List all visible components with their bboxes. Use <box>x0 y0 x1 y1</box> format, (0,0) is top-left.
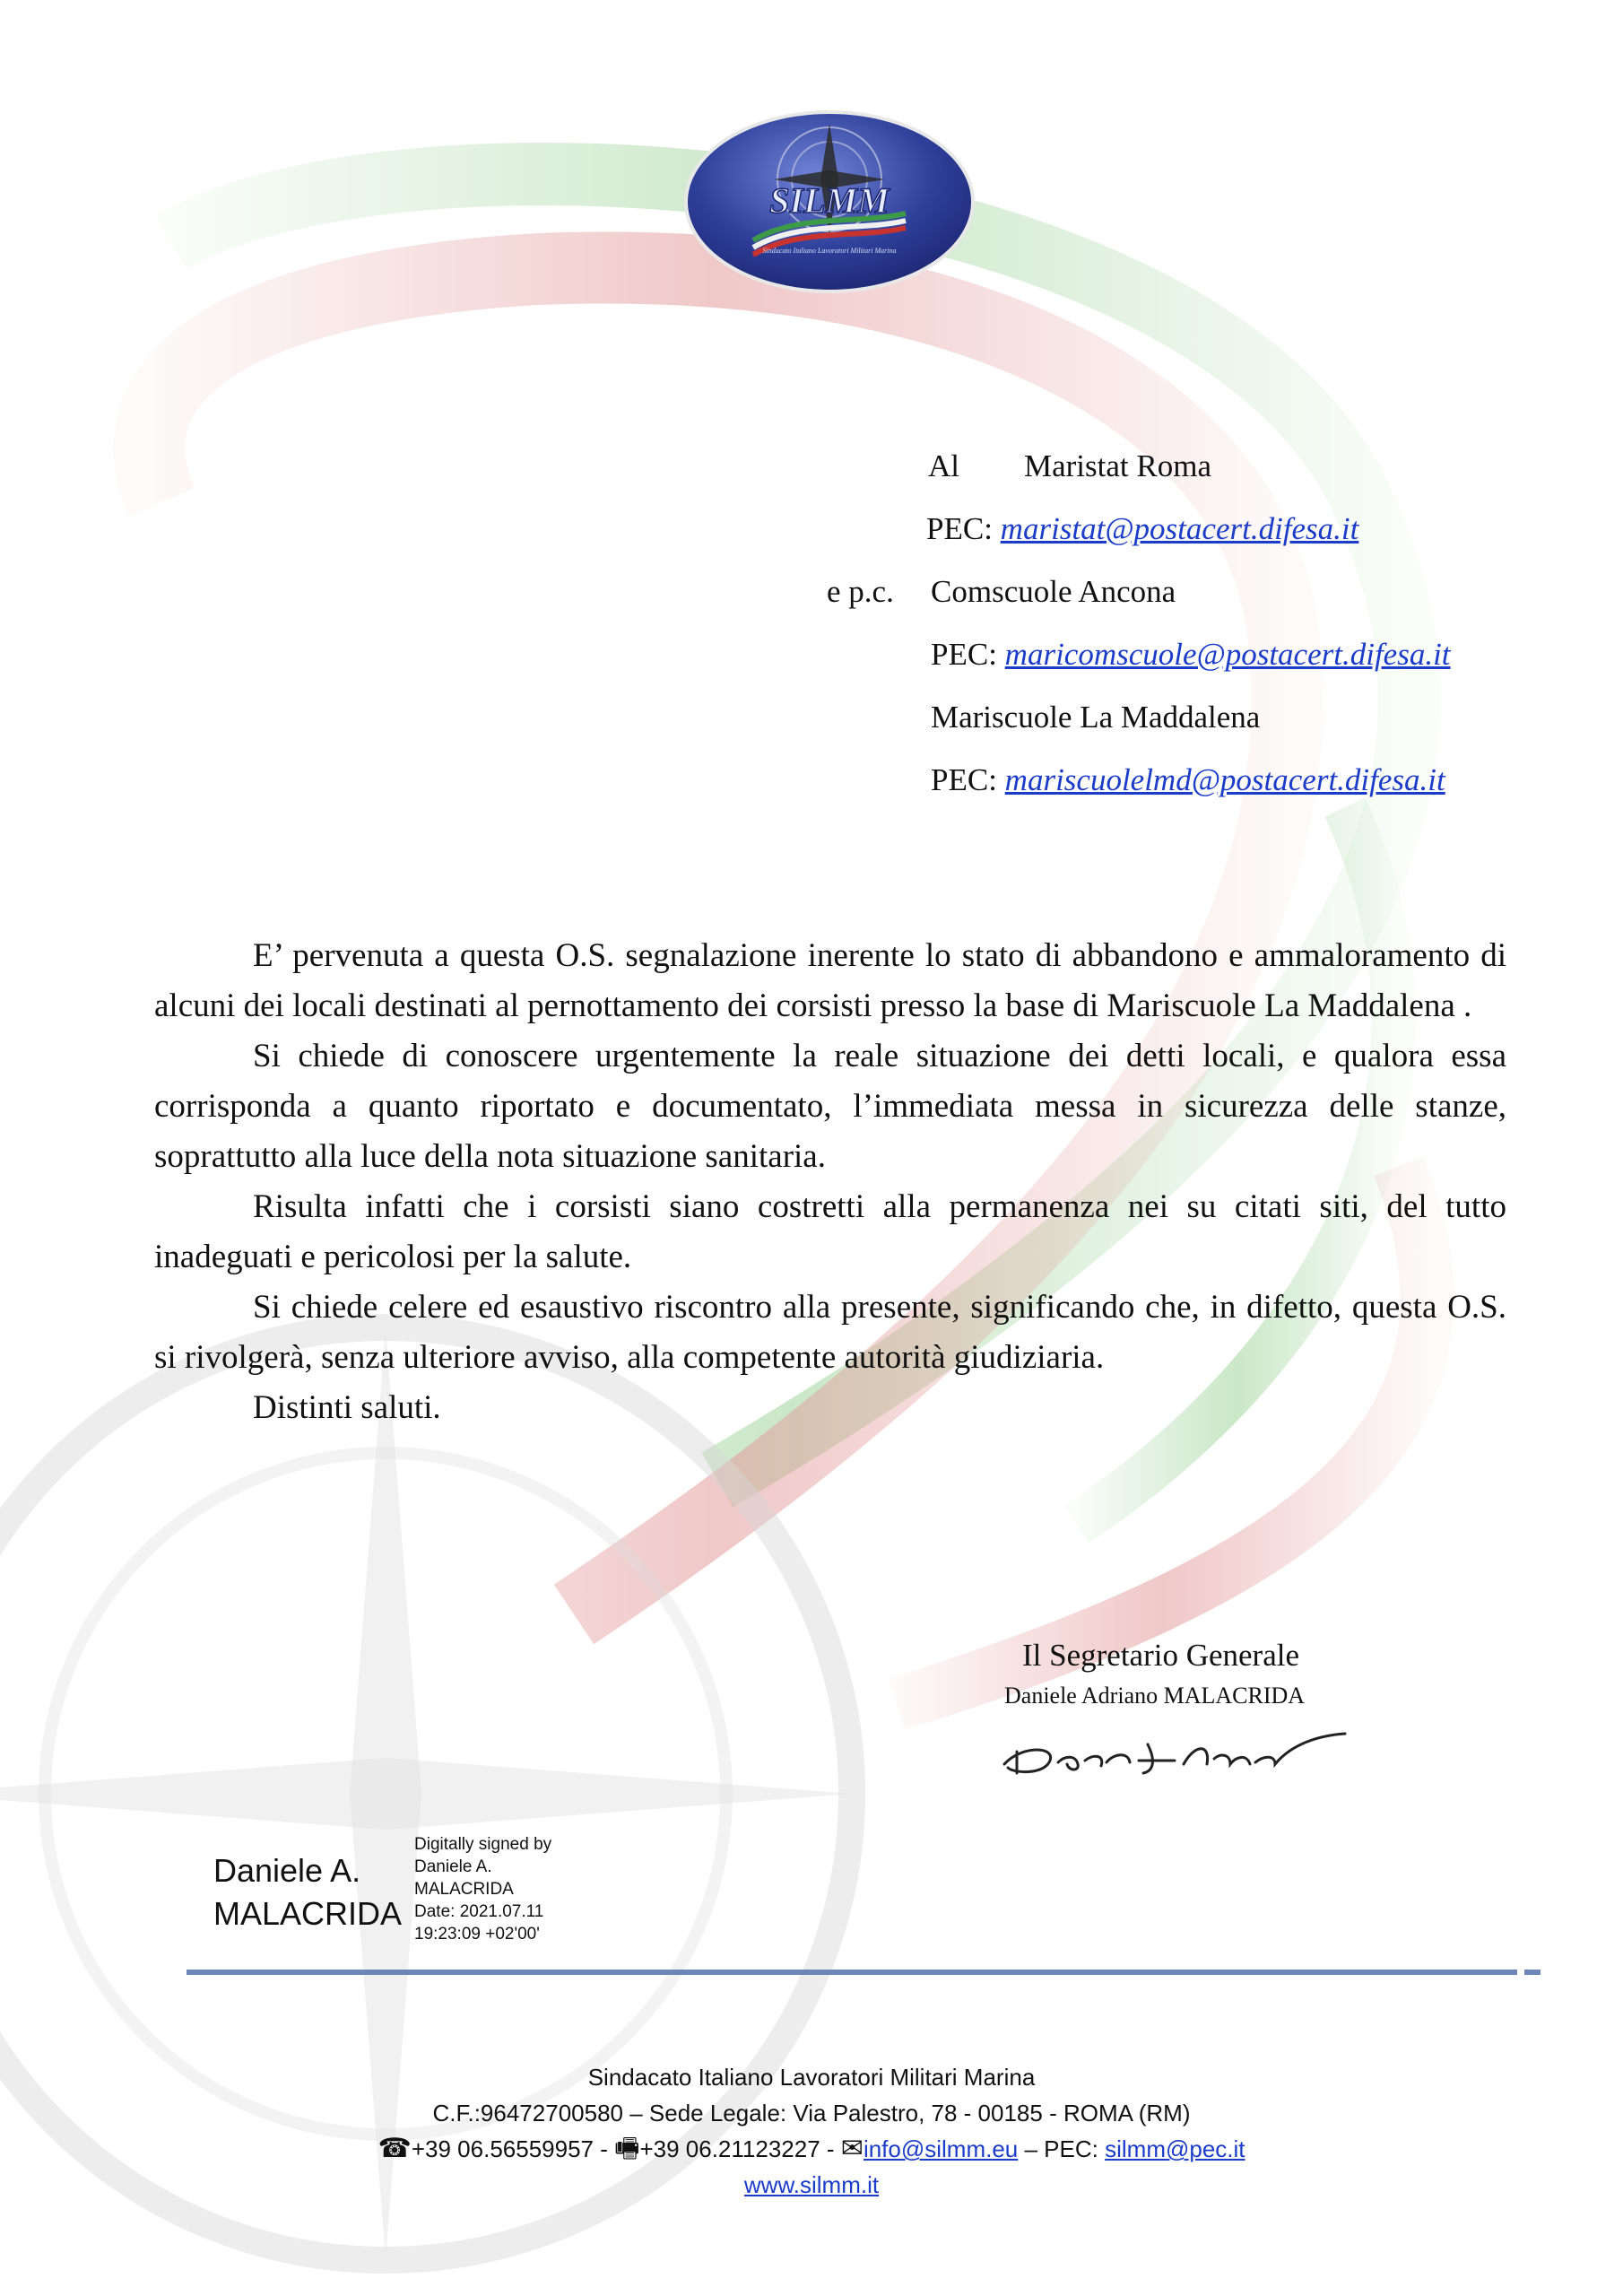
cc-prefix: e p.c. <box>827 574 894 609</box>
cc1-pec-label: PEC: <box>931 637 997 672</box>
body-paragraph: Si chiede di conoscere urgentemente la reale situazione dei detti locali, e qualora essa corrisponda a quanto riportato e documentato, l’immediata messa in sicurezza delle stanze, soprattutto alla luce della nota situazione sanitaria. <box>154 1038 1506 1175</box>
logo-text: SILMM <box>769 180 890 221</box>
digital-signature-info <box>414 1833 551 1945</box>
letter-body <box>154 931 1506 1433</box>
cc1-pec-link[interactable]: maricomscuole@postacert.difesa.it <box>1004 637 1451 672</box>
cc2-pec-link[interactable]: mariscuolelmd@postacert.difesa.it <box>1004 762 1445 797</box>
footer-website-link[interactable]: www.silmm.it <box>743 2171 880 2198</box>
body-paragraph: E’ pervenuta a questa O.S. segnalazione inerente lo stato di abbandono e ammaloramento di alcuni dei locali destinati al pernottamento dei corsisti presso la base di Mariscuole La Maddalena . <box>154 937 1506 1024</box>
logo-subtitle: Sindacato Italiano Lavoratori Militari Marina <box>762 247 897 255</box>
ds-info-line: 19:23:09 +02'00' <box>414 1925 540 1944</box>
footer-divider-end <box>1524 1970 1541 1975</box>
to-prefix: Al <box>928 448 959 483</box>
fax-icon: 🖷 <box>614 2134 640 2163</box>
digital-signature-name <box>213 1849 402 1935</box>
ds-name-line1: Daniele A. <box>213 1852 361 1889</box>
phone-icon: ☎ <box>378 2134 412 2163</box>
ds-info-line: Daniele A. <box>414 1857 492 1876</box>
to-name: Maristat Roma <box>1024 448 1211 483</box>
footer-email-link[interactable]: info@silmm.eu <box>863 2135 1019 2162</box>
cc2-pec-label: PEC: <box>931 762 997 797</box>
footer-phone: +39 06.56559957 - <box>411 2135 608 2162</box>
body-paragraph: Si chiede celere ed esaustivo riscontro alla presente, significando che, in difetto, questa O.S. si rivolgerà, senza ulteriore avviso, alla competente autorità giudiziaria. <box>154 1289 1506 1376</box>
closing-salutation: Distinti saluti. <box>253 1389 441 1426</box>
ds-name-line2: MALACRIDA <box>213 1895 403 1932</box>
footer-divider <box>187 1970 1517 1975</box>
footer <box>0 2059 1623 2203</box>
footer-address: C.F.:96472700580 – Sede Legale: Via Palestro, 78 - 00185 - ROMA (RM) <box>432 2100 1191 2126</box>
footer-contacts <box>0 2131 1623 2167</box>
body-paragraph: Risulta infatti che i corsisti siano costretti alla permanenza nei su citati siti, del tutto inadeguati e pericolosi per la salute. <box>154 1188 1506 1275</box>
footer-fax: +39 06.21123227 - <box>639 2135 835 2162</box>
cc1-name: Comscuole Ancona <box>931 574 1176 609</box>
ds-info-line: Digitally signed by <box>414 1835 552 1854</box>
ds-info-line: MALACRIDA <box>414 1880 514 1899</box>
footer-org: Sindacato Italiano Lavoratori Militari Marina <box>587 2064 1036 2091</box>
footer-pec-link[interactable]: silmm@pec.it <box>1105 2135 1245 2162</box>
to-pec-label: PEC: <box>926 511 993 546</box>
handwritten-signature <box>995 1709 1372 1789</box>
ds-info-line: Date: 2021.07.11 <box>414 1902 544 1921</box>
signatory-name: Daniele Adriano MALACRIDA <box>1004 1683 1306 1709</box>
to-pec-link[interactable]: maristat@postacert.difesa.it <box>1000 511 1359 546</box>
signatory-title: Il Segretario Generale <box>1022 1638 1300 1673</box>
cc2-name: Mariscuole La Maddalena <box>931 700 1261 735</box>
recipients-block <box>0 0 1623 807</box>
footer-pec-label: – PEC: <box>1024 2135 1098 2162</box>
email-icon: ✉ <box>840 2134 864 2163</box>
